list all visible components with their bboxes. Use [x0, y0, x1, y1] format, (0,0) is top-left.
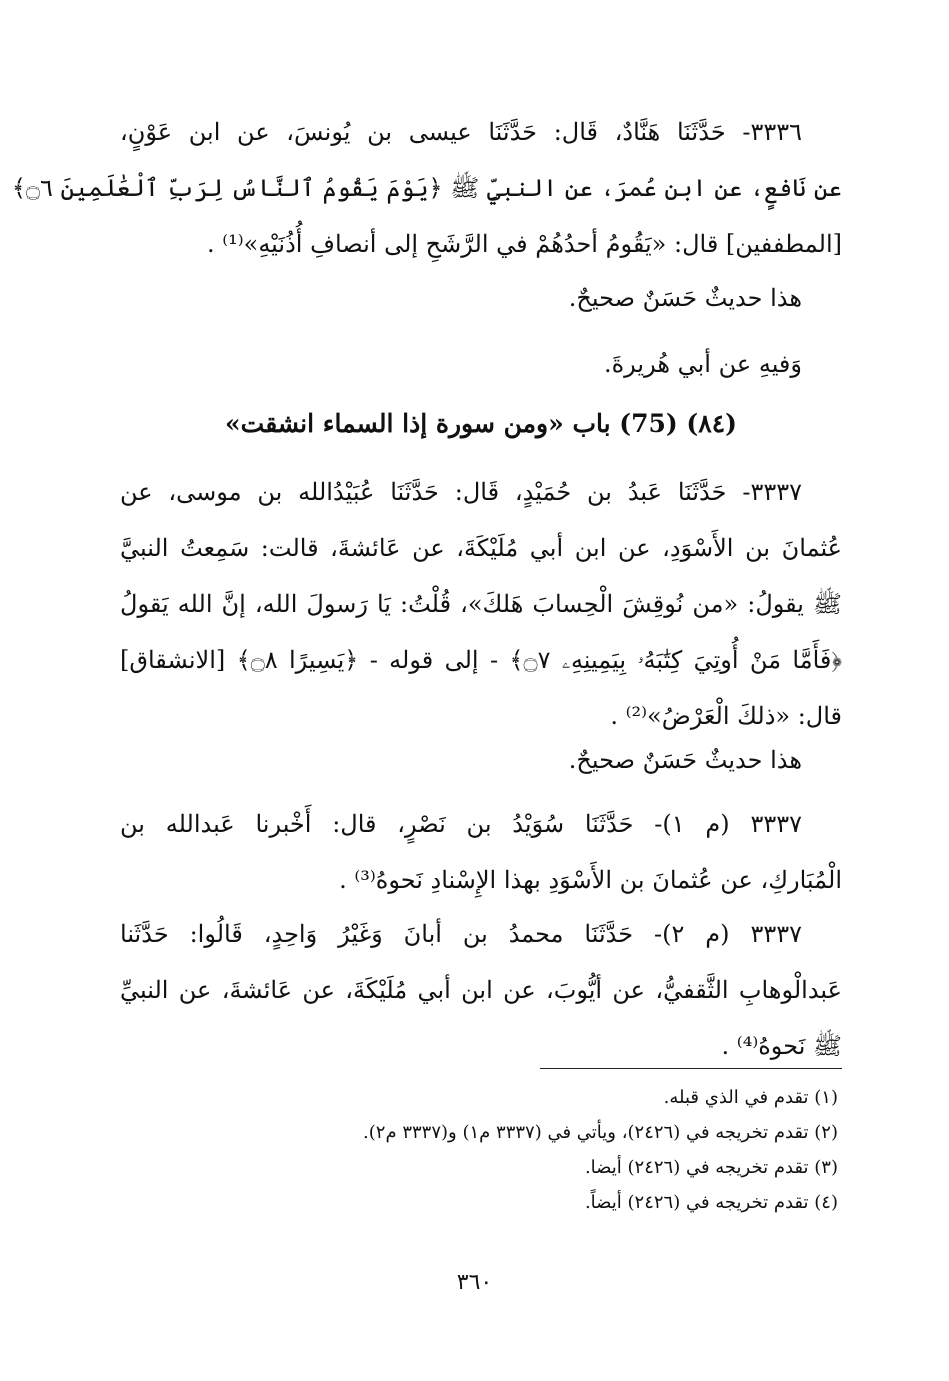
- hadith-3336: [11, 104, 842, 272]
- text-line: عُثمانَ بن الأَسْوَدِ، عن ابن أبي مُلَيْكَةَ، عن عَائشةَ، قالت: سَمِعتُ النبيَّ: [120, 534, 842, 562]
- footnote: (٤) تقدم تخريجه في (٢٤٢٦) أيضاً.: [584, 1192, 838, 1213]
- text-line: ﷺ يقولُ: «من نُوقِشَ الْحِسابَ هَلكَ»، قُلْتُ: يَا رَسولَ الله، إنَّ الله يَقولُ: [120, 590, 842, 618]
- hadith-3337: [120, 464, 842, 744]
- text-line: ﴿فَأَمَّا مَنْ أُوتِيَ كِتَٰبَهُۥ بِيَمِينِهِۦ ۝٧﴾ - إلى قوله - ﴿يَسِيرًا ۝٨﴾ [الانشقاق]: [120, 646, 843, 674]
- grading-note: [120, 732, 842, 788]
- text-line: هذا حديثٌ حَسَنٌ صحيحٌ.: [568, 284, 802, 312]
- text-line: قال: «ذلكَ الْعَرْضُ»⁽²⁾ .: [610, 702, 842, 730]
- text-line: ٣٣٣٦- حَدَّثَنَا هَنَّادٌ، قَال: حَدَّثَنَا عيسى بن يُونسَ، عن ابن عَوْنٍ،: [120, 118, 802, 146]
- chapter-heading: (٨٤) (75) باب «ومن سورة إذا السماء انشقت»: [225, 409, 737, 438]
- text-line: ٣٣٣٧ (م ١)- حَدَّثَنَا سُوَيْدُ بن نَصْرٍ، قال: أَخْبرنا عَبدالله بن: [120, 810, 802, 838]
- text-line: هذا حديثٌ حَسَنٌ صحيحٌ.: [568, 746, 802, 774]
- footnote: (١) تقدم في الذي قبله.: [663, 1087, 838, 1108]
- text-line: ٣٣٣٧ (م ٢)- حَدَّثَنَا محمدُ بن أبانَ وَغَيْرُ وَاحِدٍ، قَالُوا: حَدَّثَنا: [120, 920, 802, 948]
- text-line: عن نَافعٍ، عن ابن عُمرَ، عن النبيِّ ﷺ ﴿يَوْمَ يَقُومُ ٱلنَّاسُ لِرَبِّ ٱلْعَٰلَمِينَ ۝٦﴾: [11, 174, 842, 202]
- page-number: ٣٦٠: [456, 1270, 493, 1295]
- text-line: ﷺ نَحوهُ⁽⁴⁾ .: [721, 1032, 842, 1060]
- hadith-3337-m2: [120, 906, 842, 1074]
- text-line: وَفيهِ عن أبي هُريرةَ.: [603, 350, 802, 378]
- text-line: الْمُبَاركِ، عن عُثمانَ بن الأَسْوَدِ بهذا الإِسْنادِ نَحوهُ⁽³⁾ .: [339, 866, 842, 894]
- footnote: (٣) تقدم تخريجه في (٢٤٢٦) أيضا.: [584, 1157, 838, 1178]
- text-line: عَبدالْوهابِ الثَّقفيُّ، عن أيُّوبَ، عن ابن أبي مُلَيْكَةَ، عن عَائشةَ، عن النبيِّ: [120, 976, 842, 1004]
- text-line: ٣٣٣٧- حَدَّثَنَا عَبدُ بن حُمَيْدٍ، قَال: حَدَّثَنَا عُبَيْدُالله بن موسى، عن: [120, 478, 802, 506]
- footnote-divider: [540, 1068, 842, 1069]
- footnotes: [120, 1080, 842, 1220]
- text-line: [المطففين] قال: «يَقُومُ أحدُهُمْ في الرَّشَحِ إلى أنصافِ أُذُنَيْهِ»⁽¹⁾ .: [206, 230, 842, 258]
- footnote: (٢) تقدم تخريجه في (٢٤٢٦)، ويأتي في (٣٣٣٧ م١) و(٣٣٣٧ م٢).: [363, 1122, 838, 1143]
- also-reported-note: [120, 336, 842, 392]
- hadith-3337-m1: [120, 796, 842, 908]
- grading-note: [120, 270, 842, 326]
